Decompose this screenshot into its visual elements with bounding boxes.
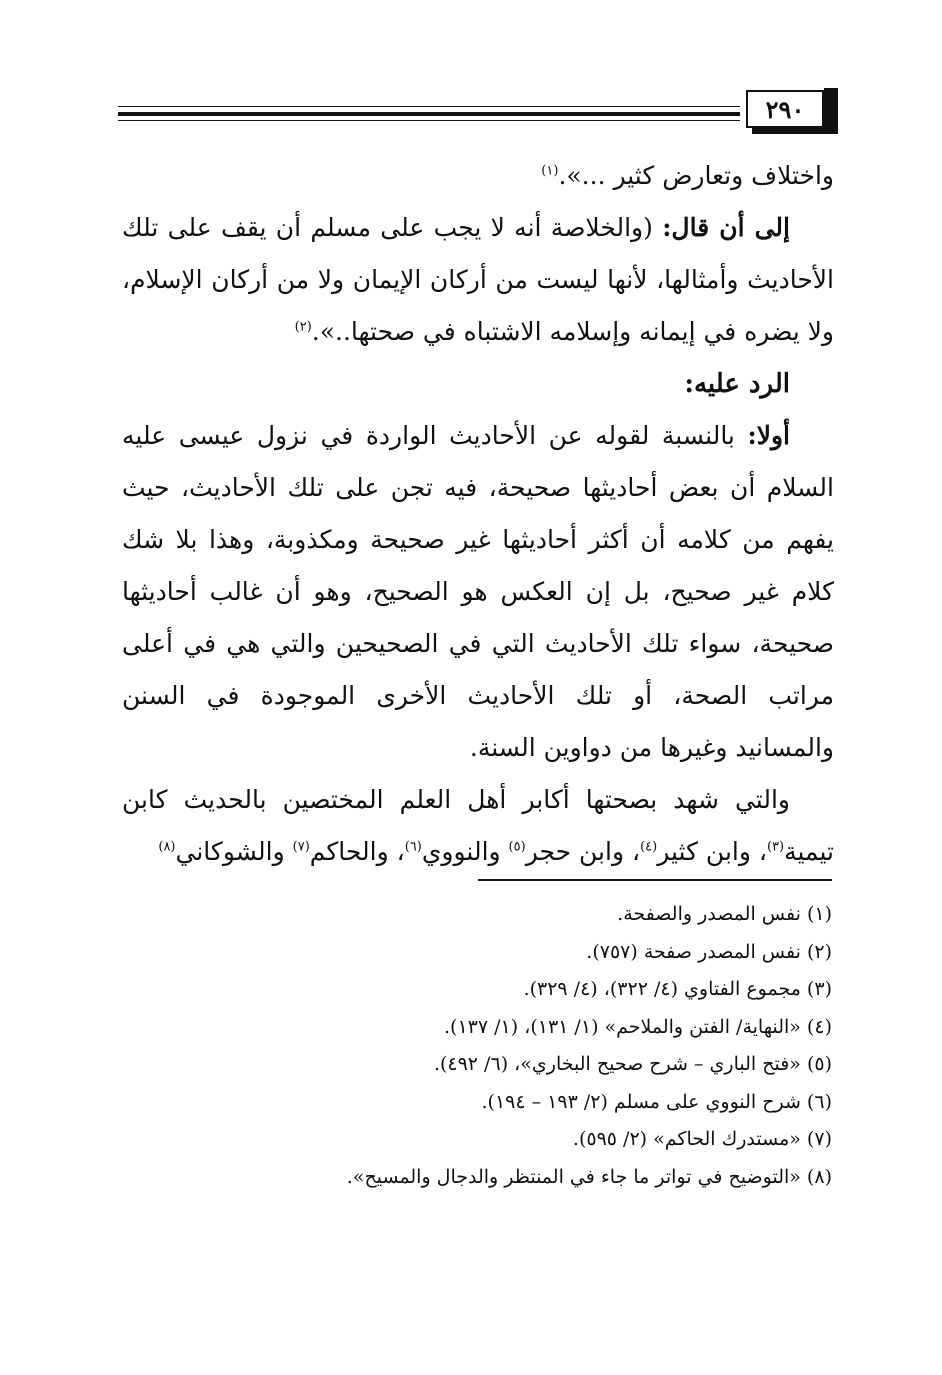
paragraph-lead: أولا:: [747, 421, 790, 450]
footnote-ref: (٨): [158, 839, 176, 855]
paragraph-text: والتي شهد بصحتها أكابر أهل العلم المختصين بالحديث كابن تيمية: [122, 785, 834, 866]
footnote-3: (٣) مجموع الفتاوي (٤/ ٣٢٢)، (٤/ ٣٢٩).: [523, 978, 832, 1000]
paragraph-text: (والخلاصة أنه لا يجب على مسلم أن يقف على تلك الأحاديث وأمثالها، لأنها ليست من أركان الإيمان ولا من أركان الإسلام، ولا يضره في إيمانه وإسلامه الاشتباه في صحتها..».: [122, 213, 834, 346]
footnote-7: (٧) «مستدرك الحاكم» (٢/ ٥٩٥).: [572, 1128, 832, 1150]
header-rule-thick: [118, 112, 740, 116]
paragraph-lead: إلى أن قال:: [662, 213, 790, 242]
footnote-1: (١) نفس المصدر والصفحة.: [617, 903, 832, 925]
section-heading: الرد عليه:: [684, 369, 790, 399]
footnote-ref: (٦): [404, 839, 422, 855]
footnote-ref: (١): [541, 163, 559, 179]
paragraph-text: والشوكاني: [175, 837, 293, 866]
paragraph-text: ، وابن حجر: [525, 837, 641, 866]
footnote-4: (٤) «النهاية/ الفتن والملاحم» (١/ ١٣١)، (١/ ١٣٧).: [444, 1015, 832, 1038]
paragraph-text: واختلاف وتعارض كثير ...».: [558, 161, 834, 190]
main-text: [122, 150, 834, 878]
page-number-shadow-bottom: [752, 128, 838, 134]
header-rule-top: [118, 106, 740, 107]
footnote-ref: (٥): [508, 839, 526, 855]
header-rule-bottom: [118, 120, 740, 121]
footnote-ref: (٧): [292, 839, 310, 855]
footnote-ref: (٣): [766, 839, 785, 855]
footnote-separator: [478, 879, 832, 881]
footnote-ref: (٤): [640, 839, 658, 855]
paragraph-text: ، والحاكم: [309, 837, 405, 866]
paragraph-scholars: [122, 774, 834, 878]
footnote-2: (٢) نفس المصدر صفحة (٧٥٧).: [586, 940, 832, 963]
footnote-5: (٥) «فتح الباري – شرح صحيح البخاري»، (٦/ ٤٩٢).: [433, 1053, 832, 1075]
footnotes: [200, 896, 832, 1196]
paragraph-first-point: [122, 410, 834, 774]
page-header: [118, 88, 838, 140]
footnote-6: (٦) شرح النووي على مسلم (٢/ ١٩٣ – ١٩٤).: [481, 1090, 832, 1113]
paragraph-continuation: [122, 150, 834, 202]
paragraph-text: ، وابن كثير: [657, 837, 767, 866]
page-number: ٢٩٠: [746, 90, 824, 128]
paragraph-text: والنووي: [421, 837, 509, 866]
paragraph-text: بالنسبة لقوله عن الأحاديث الواردة في نزول عيسى عليه السلام أن بعض أحاديثها صحيحة، فيه تجن على تلك الأحاديث، حيث يفهم من كلامه أن أكثر أحاديثها غير صحيحة ومكذوبة، وهذا بلا شك كلام غير صحيح، بل إن العكس هو الصحيح، وهو أن غالب أحاديثها صحيحة، سواء تلك الأحاديث التي في الصحيحين والتي هي في أعلى مراتب الصحة، أو تلك الأحاديث الأخرى الموجودة في السنن والمسانيد وغيرها من دواوين السنة.: [122, 421, 834, 762]
footnote-8: (٨) «التوضيح في تواتر ما جاء في المنتظر والدجال والمسيح».: [346, 1165, 832, 1188]
paragraph-quote: [122, 202, 834, 358]
footnote-ref: (٢): [294, 319, 312, 335]
